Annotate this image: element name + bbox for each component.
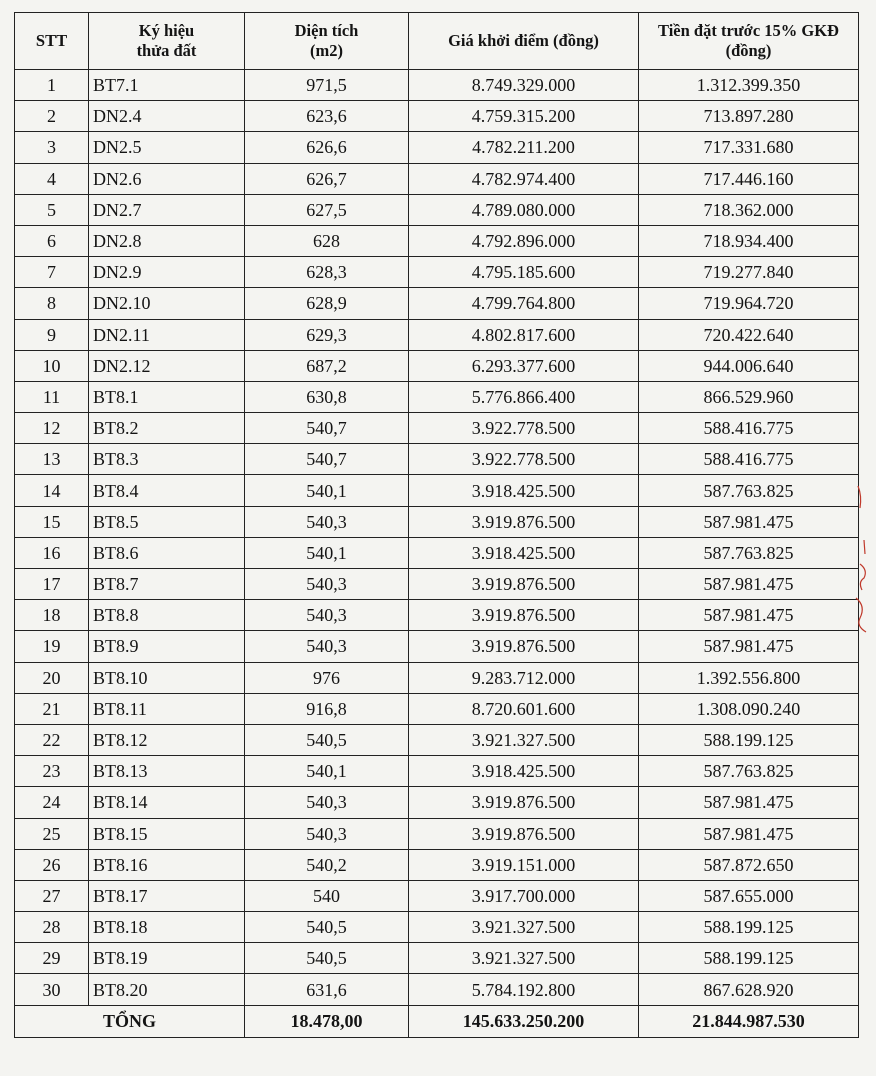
table-row (15, 662, 859, 693)
total-price: 145.633.250.200 (409, 1005, 639, 1037)
row-price: 3.919.151.000 (409, 849, 639, 880)
row-price: 6.293.377.600 (409, 350, 639, 381)
row-lot-code: DN2.5 (89, 132, 245, 163)
row-area: 540,3 (245, 600, 409, 631)
row-lot-code: BT8.10 (89, 662, 245, 693)
row-price: 3.921.327.500 (409, 943, 639, 974)
row-price: 3.921.327.500 (409, 724, 639, 755)
row-deposit: 588.416.775 (639, 413, 859, 444)
row-lot-code: BT8.18 (89, 912, 245, 943)
table-row (15, 444, 859, 475)
row-deposit: 588.199.125 (639, 943, 859, 974)
row-area: 540,3 (245, 569, 409, 600)
row-stt: 15 (15, 506, 89, 537)
row-price: 4.782.211.200 (409, 132, 639, 163)
row-lot-code: BT8.3 (89, 444, 245, 475)
row-lot-code: BT8.7 (89, 569, 245, 600)
row-lot-code: BT7.1 (89, 70, 245, 101)
row-price: 3.917.700.000 (409, 880, 639, 911)
table-row (15, 475, 859, 506)
row-lot-code: BT8.13 (89, 756, 245, 787)
row-stt: 22 (15, 724, 89, 755)
row-area: 540,7 (245, 444, 409, 475)
row-stt: 13 (15, 444, 89, 475)
row-stt: 25 (15, 818, 89, 849)
row-price: 3.919.876.500 (409, 600, 639, 631)
table-row (15, 70, 859, 101)
row-area: 540,3 (245, 818, 409, 849)
table-row (15, 257, 859, 288)
row-lot-code: BT8.15 (89, 818, 245, 849)
row-area: 971,5 (245, 70, 409, 101)
row-area: 540,1 (245, 475, 409, 506)
row-lot-code: BT8.17 (89, 880, 245, 911)
row-lot-code: DN2.11 (89, 319, 245, 350)
row-stt: 9 (15, 319, 89, 350)
handwritten-margin-marks (850, 480, 876, 640)
row-price: 5.776.866.400 (409, 381, 639, 412)
row-area: 540,2 (245, 849, 409, 880)
row-deposit: 719.964.720 (639, 288, 859, 319)
row-area: 540,1 (245, 756, 409, 787)
row-stt: 18 (15, 600, 89, 631)
row-area: 627,5 (245, 194, 409, 225)
row-deposit: 587.981.475 (639, 631, 859, 662)
total-deposit: 21.844.987.530 (639, 1005, 859, 1037)
row-stt: 28 (15, 912, 89, 943)
row-area: 540,3 (245, 506, 409, 537)
table-row (15, 288, 859, 319)
row-area: 626,7 (245, 163, 409, 194)
table-row (15, 631, 859, 662)
land-lot-table-sheet (14, 12, 858, 1064)
table-row (15, 943, 859, 974)
table-row (15, 163, 859, 194)
row-price: 5.784.192.800 (409, 974, 639, 1005)
row-stt: 1 (15, 70, 89, 101)
row-lot-code: DN2.6 (89, 163, 245, 194)
row-deposit: 587.981.475 (639, 506, 859, 537)
table-row (15, 537, 859, 568)
row-price: 4.795.185.600 (409, 257, 639, 288)
row-deposit: 587.981.475 (639, 569, 859, 600)
row-price: 3.919.876.500 (409, 631, 639, 662)
table-row (15, 319, 859, 350)
row-deposit: 713.897.280 (639, 101, 859, 132)
row-stt: 21 (15, 693, 89, 724)
row-lot-code: BT8.8 (89, 600, 245, 631)
row-deposit: 587.763.825 (639, 475, 859, 506)
row-lot-code: BT8.14 (89, 787, 245, 818)
row-deposit: 944.006.640 (639, 350, 859, 381)
row-stt: 26 (15, 849, 89, 880)
row-price: 4.782.974.400 (409, 163, 639, 194)
row-area: 976 (245, 662, 409, 693)
land-lot-table (14, 12, 859, 1038)
header-dien-tich: Diện tích (m2) (245, 13, 409, 70)
table-row (15, 912, 859, 943)
row-lot-code: BT8.19 (89, 943, 245, 974)
row-deposit: 587.981.475 (639, 787, 859, 818)
row-lot-code: DN2.9 (89, 257, 245, 288)
row-stt: 10 (15, 350, 89, 381)
row-stt: 5 (15, 194, 89, 225)
row-deposit: 718.362.000 (639, 194, 859, 225)
row-price: 3.918.425.500 (409, 537, 639, 568)
table-row (15, 225, 859, 256)
row-area: 540,3 (245, 631, 409, 662)
row-stt: 30 (15, 974, 89, 1005)
row-area: 630,8 (245, 381, 409, 412)
row-stt: 2 (15, 101, 89, 132)
row-price: 3.921.327.500 (409, 912, 639, 943)
table-row (15, 818, 859, 849)
table-row (15, 132, 859, 163)
row-stt: 23 (15, 756, 89, 787)
row-stt: 8 (15, 288, 89, 319)
row-deposit: 588.416.775 (639, 444, 859, 475)
row-area: 540 (245, 880, 409, 911)
row-price: 4.792.896.000 (409, 225, 639, 256)
row-stt: 17 (15, 569, 89, 600)
table-row (15, 506, 859, 537)
table-row (15, 849, 859, 880)
row-lot-code: DN2.10 (89, 288, 245, 319)
row-lot-code: BT8.6 (89, 537, 245, 568)
total-row (15, 1005, 859, 1037)
row-deposit: 587.981.475 (639, 818, 859, 849)
table-row (15, 693, 859, 724)
table-row (15, 194, 859, 225)
row-area: 540,5 (245, 912, 409, 943)
row-lot-code: DN2.4 (89, 101, 245, 132)
row-area: 540,5 (245, 724, 409, 755)
row-lot-code: BT8.4 (89, 475, 245, 506)
row-deposit: 1.392.556.800 (639, 662, 859, 693)
row-area: 540,7 (245, 413, 409, 444)
total-area: 18.478,00 (245, 1005, 409, 1037)
header-tien-dat-truoc: Tiền đặt trước 15% GKĐ (đồng) (639, 13, 859, 70)
row-lot-code: BT8.5 (89, 506, 245, 537)
row-lot-code: DN2.12 (89, 350, 245, 381)
row-deposit: 717.446.160 (639, 163, 859, 194)
row-lot-code: BT8.12 (89, 724, 245, 755)
row-lot-code: BT8.1 (89, 381, 245, 412)
row-stt: 24 (15, 787, 89, 818)
table-row (15, 101, 859, 132)
total-label: TỔNG (15, 1005, 245, 1037)
row-deposit: 719.277.840 (639, 257, 859, 288)
row-stt: 4 (15, 163, 89, 194)
table-row (15, 381, 859, 412)
row-deposit: 720.422.640 (639, 319, 859, 350)
header-stt: STT (15, 13, 89, 70)
row-area: 628,3 (245, 257, 409, 288)
row-lot-code: BT8.9 (89, 631, 245, 662)
table-row (15, 756, 859, 787)
table-row (15, 787, 859, 818)
row-stt: 11 (15, 381, 89, 412)
row-lot-code: BT8.11 (89, 693, 245, 724)
table-row (15, 350, 859, 381)
row-price: 8.749.329.000 (409, 70, 639, 101)
table-row (15, 880, 859, 911)
row-deposit: 1.312.399.350 (639, 70, 859, 101)
row-price: 4.802.817.600 (409, 319, 639, 350)
header-gia-khoi-diem: Giá khởi điểm (đồng) (409, 13, 639, 70)
header-ky-hieu: Ký hiệu thửa đất (89, 13, 245, 70)
table-header-row (15, 13, 859, 70)
row-deposit: 587.872.650 (639, 849, 859, 880)
row-price: 8.720.601.600 (409, 693, 639, 724)
row-stt: 6 (15, 225, 89, 256)
row-deposit: 587.655.000 (639, 880, 859, 911)
row-area: 623,6 (245, 101, 409, 132)
row-area: 628 (245, 225, 409, 256)
row-price: 3.918.425.500 (409, 756, 639, 787)
row-area: 916,8 (245, 693, 409, 724)
table-row (15, 569, 859, 600)
row-area: 626,6 (245, 132, 409, 163)
row-area: 629,3 (245, 319, 409, 350)
row-price: 4.799.764.800 (409, 288, 639, 319)
row-price: 4.789.080.000 (409, 194, 639, 225)
row-deposit: 718.934.400 (639, 225, 859, 256)
row-area: 540,5 (245, 943, 409, 974)
row-deposit: 1.308.090.240 (639, 693, 859, 724)
table-row (15, 974, 859, 1005)
row-stt: 12 (15, 413, 89, 444)
table-row (15, 413, 859, 444)
row-lot-code: BT8.2 (89, 413, 245, 444)
row-area: 687,2 (245, 350, 409, 381)
row-lot-code: DN2.7 (89, 194, 245, 225)
row-price: 3.918.425.500 (409, 475, 639, 506)
row-stt: 14 (15, 475, 89, 506)
row-deposit: 588.199.125 (639, 912, 859, 943)
row-area: 631,6 (245, 974, 409, 1005)
row-price: 3.922.778.500 (409, 413, 639, 444)
row-area: 540,3 (245, 787, 409, 818)
table-row (15, 724, 859, 755)
row-price: 3.919.876.500 (409, 787, 639, 818)
row-deposit: 866.529.960 (639, 381, 859, 412)
row-deposit: 587.763.825 (639, 756, 859, 787)
row-lot-code: BT8.16 (89, 849, 245, 880)
row-price: 3.919.876.500 (409, 506, 639, 537)
row-stt: 19 (15, 631, 89, 662)
row-lot-code: DN2.8 (89, 225, 245, 256)
row-price: 3.919.876.500 (409, 818, 639, 849)
row-deposit: 587.763.825 (639, 537, 859, 568)
table-row (15, 600, 859, 631)
row-stt: 16 (15, 537, 89, 568)
row-price: 3.922.778.500 (409, 444, 639, 475)
row-price: 3.919.876.500 (409, 569, 639, 600)
row-stt: 3 (15, 132, 89, 163)
row-deposit: 717.331.680 (639, 132, 859, 163)
row-area: 540,1 (245, 537, 409, 568)
row-price: 4.759.315.200 (409, 101, 639, 132)
row-deposit: 587.981.475 (639, 600, 859, 631)
row-stt: 20 (15, 662, 89, 693)
row-stt: 27 (15, 880, 89, 911)
row-deposit: 867.628.920 (639, 974, 859, 1005)
row-area: 628,9 (245, 288, 409, 319)
row-stt: 29 (15, 943, 89, 974)
row-deposit: 588.199.125 (639, 724, 859, 755)
row-price: 9.283.712.000 (409, 662, 639, 693)
row-stt: 7 (15, 257, 89, 288)
row-lot-code: BT8.20 (89, 974, 245, 1005)
